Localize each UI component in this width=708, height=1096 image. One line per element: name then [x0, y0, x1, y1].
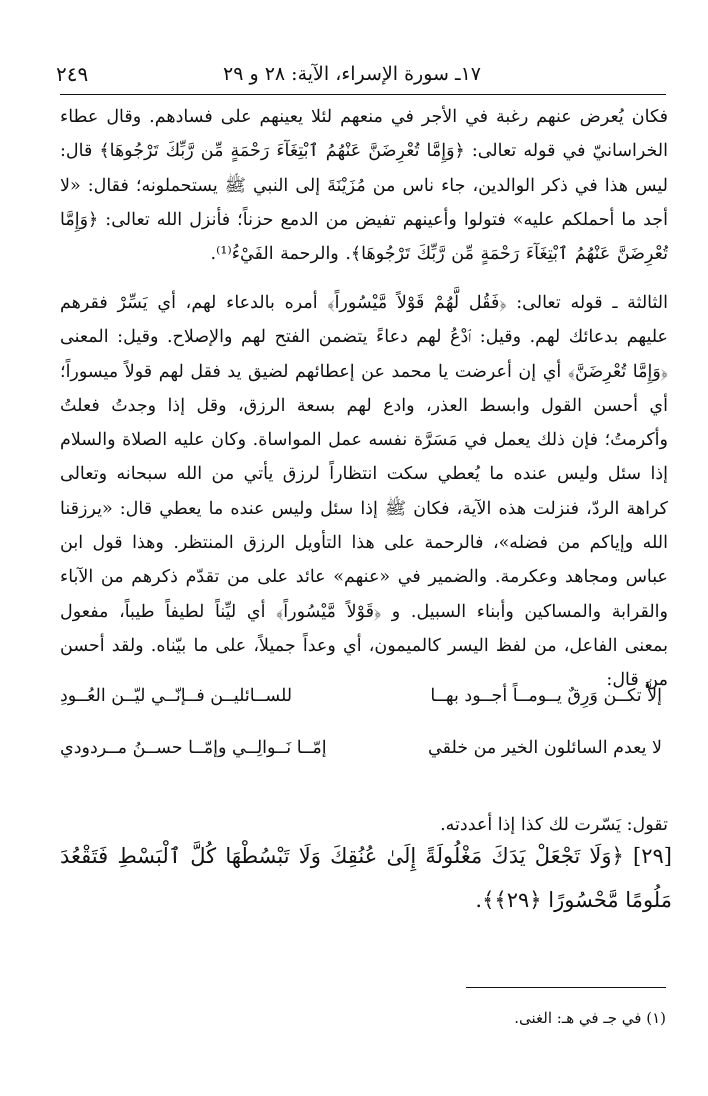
poem-ajuz: للســائليــن فــإنّــي ليّــن العُــودِ: [60, 686, 293, 706]
page-number: ٢٤٩: [56, 62, 89, 86]
footnote: (١) في جـ في هـ: الغنى.: [514, 1009, 666, 1027]
explanatory-line: تقول: يَسّرت لك كذا إذا أعددته.: [440, 815, 668, 835]
poem-sadr: لا يعدم السائلون الخير من خلقي: [428, 738, 662, 758]
quran-verse: [٢٩] ﴿وَلَا تَجْعَلْ يَدَكَ مَغْلُولَةً إِلَىٰ عُنُقِكَ وَلَا تَبْسُطْهَا كُلَّ ٱلْبَسْطِ فَتَقْعُدَ مَلُومًا مَّحْسُورًا ﴿٢٩﴾﴾.: [60, 844, 672, 912]
running-header: [54, 56, 666, 92]
footnote-divider: [466, 987, 666, 988]
header-divider: [60, 94, 666, 95]
poem-sadr: إلاَّ تكــن وَرِقٌ يــومــاً أجــود بهــا: [430, 686, 662, 706]
paragraph-1: فكان يُعرض عنهم رغبة في الأجر في منعهم لئلا يعينهم على فسادهم. وقال عطاء الخراسانيّ في قوله تعالى: ﴿وَإِمَّا تُعْرِضَنَّ عَنْهُمُ ٱبْتِغَآءَ رَحْمَةٍ مِّن رَّبِّكَ تَرْجُوهَا﴾ قال: ليس هذا في ذكر الوالدين، جاء ناس من مُزَيْنَةَ إلى النبي ﷺ يستحملونه؛ فقال: «لا أجد ما أحملكم عليه» فتولوا وأعينهم تفيض من الدمع حزناً؛ فأنزل الله تعالى: ﴿وَإِمَّا تُعْرِضَنَّ عَنْهُمُ ٱبْتِغَآءَ رَحْمَةٍ مِّن رَّبِّكَ تَرْجُوهَا﴾. والرحمة الفَيْءُ⁽¹⁾.: [60, 107, 668, 265]
poem-ajuz: إمّــا نَــوالِــي وإمّــا حســنُ مــردودي: [60, 738, 327, 758]
poem-line: [60, 738, 668, 772]
header-title: ١٧ـ سورة الإسراء، الآية: ٢٨ و ٢٩: [223, 63, 481, 85]
poem-line: [60, 686, 668, 720]
paragraph-2: الثالثة ـ قوله تعالى: ﴿فَقُل لَّهُمْ قَوْلاً مَّيْسُوراً﴾ أمره بالدعاء لهم، أي يَسِّرْ فقرهم عليهم بدعائك لهم. وقيل: ٱدْعُ لهم دعاءً يتضمن الفتح لهم والإصلاح. وقيل: المعنى ﴿وَإِمَّا تُعْرِضَنَّ﴾ أي إن أعرضت يا محمد عن إعطائهم لضيق يد فقل لهم قولاً ميسوراً؛ أي أحسن القول وابسط العذر، وادع لهم بسعة الرزق، وقل إذا وجدتُ فعلتُ وأكرمتُ؛ فإن ذلك يعمل في مَسَرَّة نفسه عمل المواساة. وكان عليه الصلاة والسلام إذا سئل وليس عنده ما يُعطي سكت انتظاراً لرزق يأتي من الله سبحانه وتعالى كراهة الردّ، فنزلت هذه الآية، فكان ﷺ إذا سئل وليس عنده ما يعطي قال: «يرزقنا الله وإياكم من فضله»، فالرحمة على هذا التأويل الرزق المنتظر. وهذا قول ابن عباس ومجاهد وعكرمة. والضمير في «عنهم» عائد على من تقدّم ذكرهم من الآباء والقرابة والمساكين وأبناء السبيل. و ﴿قَوْلاً مَّيْسُوراً﴾ أي ليِّناً لطيفاً طيباً، مفعول بمعنى الفاعل، من لفظ اليسر كالميمون، أي وعداً جميلاً، على ما بيّناه. ولقد أحسن من قال:: [60, 293, 668, 691]
